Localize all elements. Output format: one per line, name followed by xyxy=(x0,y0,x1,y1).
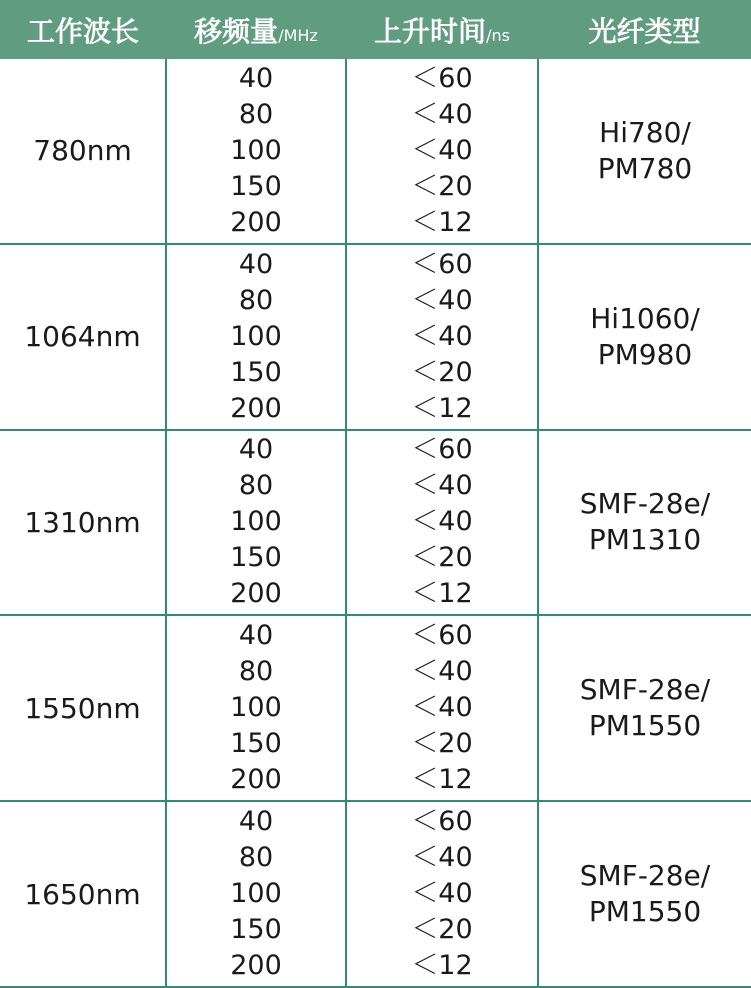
rise-value: ＜60 xyxy=(411,806,473,838)
wavelength-value: 1550nm xyxy=(24,691,141,725)
shift-value: 40 xyxy=(238,434,274,466)
wavelength-cell xyxy=(0,801,166,987)
header-rise xyxy=(346,0,538,59)
shift-value: 40 xyxy=(238,620,274,652)
shift-value: 100 xyxy=(230,878,282,910)
shift-value: 100 xyxy=(230,134,282,166)
shift-value: 150 xyxy=(230,728,282,760)
shift-cell xyxy=(166,801,346,987)
rise-value: ＜20 xyxy=(411,728,473,760)
rise-value: ＜40 xyxy=(411,470,473,502)
fiber-line: PM1310 xyxy=(588,523,702,557)
header-shift-unit: /MHz xyxy=(278,25,318,45)
rise-value: ＜60 xyxy=(411,62,473,94)
header-wavelength-label: 工作波长 xyxy=(26,14,139,48)
rise-value: ＜60 xyxy=(411,434,473,466)
header-rise-label: 上升时间 xyxy=(374,14,487,48)
shift-value: 200 xyxy=(230,206,282,238)
shift-value: 200 xyxy=(230,578,282,610)
table-row xyxy=(0,801,751,987)
wavelength-value: 1064nm xyxy=(24,320,141,354)
shift-cell xyxy=(166,615,346,801)
rise-cell xyxy=(346,430,538,616)
shift-value: 80 xyxy=(238,470,274,502)
shift-value: 40 xyxy=(238,62,274,94)
rise-value: ＜40 xyxy=(411,98,473,130)
rise-value: ＜40 xyxy=(411,878,473,910)
fiber-line: PM980 xyxy=(597,337,693,371)
header-shift-label: 移频量 xyxy=(194,14,279,48)
rise-value: ＜40 xyxy=(411,656,473,688)
table-header xyxy=(0,0,751,59)
shift-value: 200 xyxy=(230,950,282,982)
fiber-line: PM1550 xyxy=(588,895,702,929)
fiber-cell xyxy=(538,801,751,987)
rise-value: ＜20 xyxy=(411,170,473,202)
header-shift xyxy=(166,0,346,59)
rise-value: ＜40 xyxy=(411,284,473,316)
table-row xyxy=(0,59,751,244)
rise-value: ＜40 xyxy=(411,320,473,352)
shift-value: 80 xyxy=(238,842,274,874)
header-fiber-label: 光纤类型 xyxy=(588,14,701,48)
shift-value: 150 xyxy=(230,542,282,574)
fiber-line: Hi1060/ xyxy=(590,301,700,335)
rise-value: ＜12 xyxy=(411,206,473,238)
fiber-line: SMF-28e/ xyxy=(579,673,711,707)
shift-value: 40 xyxy=(238,248,274,280)
rise-cell xyxy=(346,59,538,244)
shift-value: 80 xyxy=(238,284,274,316)
wavelength-cell xyxy=(0,59,166,244)
table-row xyxy=(0,615,751,801)
wavelength-cell xyxy=(0,244,166,430)
shift-cell xyxy=(166,244,346,430)
rise-value: ＜12 xyxy=(411,578,473,610)
rise-value: ＜60 xyxy=(411,620,473,652)
header-fiber xyxy=(538,0,751,59)
rise-value: ＜40 xyxy=(411,842,473,874)
wavelength-value: 1650nm xyxy=(24,877,141,911)
fiber-line: Hi780/ xyxy=(599,115,691,149)
table-row xyxy=(0,430,751,616)
shift-value: 200 xyxy=(230,392,282,424)
shift-value: 150 xyxy=(230,170,282,202)
shift-value: 100 xyxy=(230,506,282,538)
rise-value: ＜12 xyxy=(411,950,473,982)
header-wavelength xyxy=(0,0,166,59)
shift-value: 40 xyxy=(238,806,274,838)
fiber-line: PM780 xyxy=(597,151,693,185)
rise-value: ＜40 xyxy=(411,506,473,538)
rise-cell xyxy=(346,244,538,430)
fiber-cell xyxy=(538,59,751,244)
header-row xyxy=(0,0,751,59)
rise-value: ＜20 xyxy=(411,356,473,388)
fiber-cell xyxy=(538,430,751,616)
header-rise-unit: /ns xyxy=(486,25,510,45)
shift-value: 80 xyxy=(238,98,274,130)
table-row xyxy=(0,244,751,430)
shift-value: 200 xyxy=(230,764,282,796)
fiber-line: PM1550 xyxy=(588,709,702,743)
rise-cell xyxy=(346,801,538,987)
fiber-cell xyxy=(538,615,751,801)
fiber-cell xyxy=(538,244,751,430)
rise-value: ＜20 xyxy=(411,914,473,946)
wavelength-value: 780nm xyxy=(33,134,132,168)
rise-value: ＜60 xyxy=(411,248,473,280)
table-body xyxy=(0,59,751,987)
shift-value: 150 xyxy=(230,914,282,946)
shift-value: 100 xyxy=(230,692,282,724)
rise-cell xyxy=(346,615,538,801)
shift-value: 150 xyxy=(230,356,282,388)
shift-cell xyxy=(166,430,346,616)
wavelength-value: 1310nm xyxy=(24,505,141,539)
rise-value: ＜12 xyxy=(411,764,473,796)
shift-value: 100 xyxy=(230,320,282,352)
rise-value: ＜40 xyxy=(411,134,473,166)
wavelength-cell xyxy=(0,430,166,616)
rise-value: ＜40 xyxy=(411,692,473,724)
fiber-line: SMF-28e/ xyxy=(579,487,711,521)
wavelength-cell xyxy=(0,615,166,801)
shift-cell xyxy=(166,59,346,244)
rise-value: ＜12 xyxy=(411,392,473,424)
fiber-line: SMF-28e/ xyxy=(579,859,711,893)
rise-value: ＜20 xyxy=(411,542,473,574)
shift-value: 80 xyxy=(238,656,274,688)
